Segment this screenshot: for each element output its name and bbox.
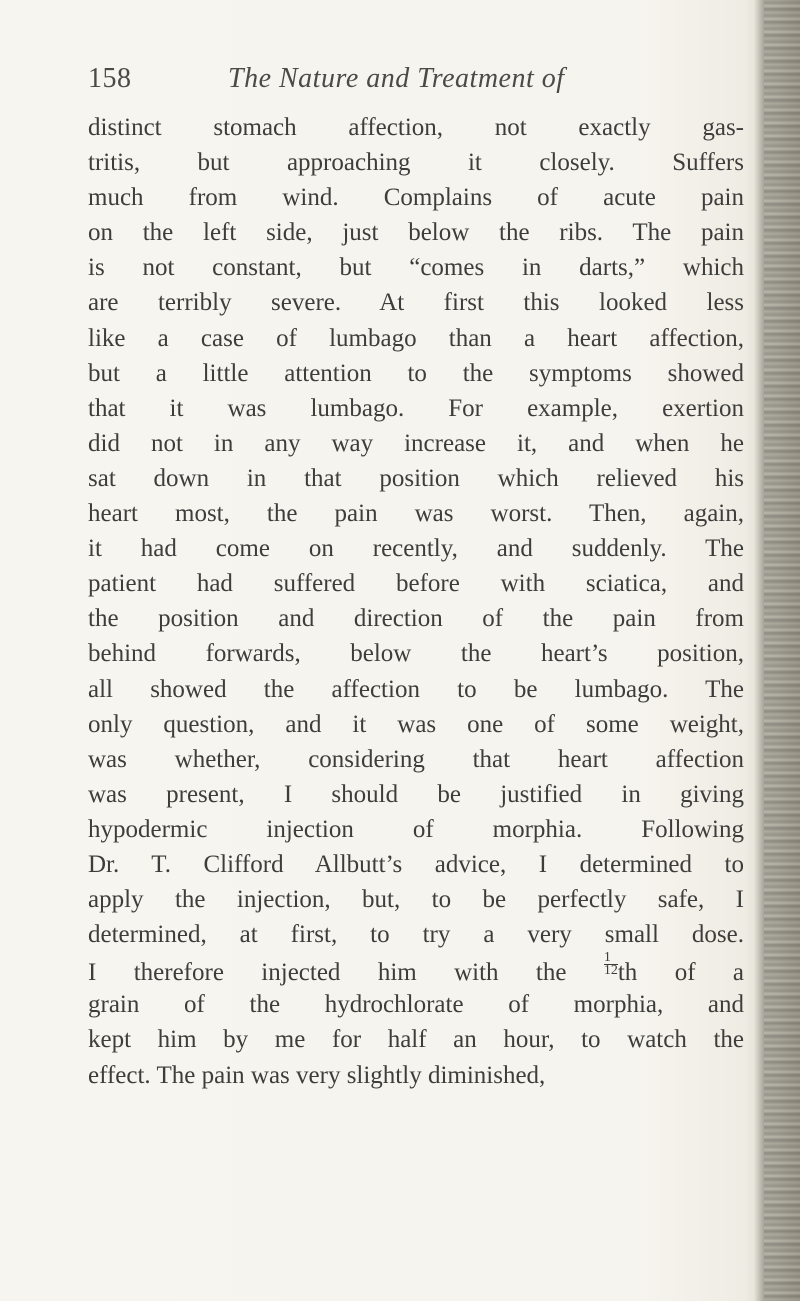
page-number: 158 xyxy=(88,63,132,94)
dose-fraction xyxy=(604,952,618,977)
text-line: only question, and it was one of some weight, xyxy=(88,710,744,738)
text-line: on the left side, just below the ribs. The pain xyxy=(88,219,744,247)
text-line: all showed the affection to be lumbago. The xyxy=(88,675,744,703)
text-line: is not constant, but “comes in darts,” which xyxy=(88,254,744,282)
text-line: patient had suffered before with sciatica, and xyxy=(88,570,744,598)
text-line: tritis, but approaching it closely. Suffers xyxy=(88,149,744,177)
text-line: grain of the hydrochlorate of morphia, and xyxy=(88,991,744,1019)
text-line: was present, I should be justified in giving xyxy=(88,780,744,808)
text-line: it had come on recently, and suddenly. The xyxy=(88,535,744,563)
text-line: Dr. T. Clifford Allbutt’s advice, I determined to xyxy=(88,850,744,878)
binding-edge xyxy=(764,0,800,1301)
body-paragraph xyxy=(88,110,744,1093)
running-head xyxy=(88,63,768,107)
text-line: kept him by me for half an hour, to watch the xyxy=(88,1026,744,1054)
text-line: did not in any way increase it, and when he xyxy=(88,429,744,457)
text-line: behind forwards, below the heart’s position, xyxy=(88,640,744,668)
text-line: heart most, the pain was worst. Then, again, xyxy=(88,500,744,528)
text-line: hypodermic injection of morphia. Following xyxy=(88,815,744,843)
page-gutter-shadow xyxy=(754,0,764,1301)
fraction-numerator: 1 xyxy=(603,950,611,966)
text-line: was whether, considering that heart affection xyxy=(88,745,744,773)
text-line: but a little attention to the symptoms showed xyxy=(88,359,744,387)
fraction-line-after: th of a xyxy=(617,959,744,987)
text-line: effect. The pain was very slightly diminished, xyxy=(88,1061,546,1089)
text-line: distinct stomach affection, not exactly gas- xyxy=(88,114,744,141)
text-line: are terribly severe. At first this looked less xyxy=(88,289,744,317)
text-line: determined, at first, to try a very small dose. xyxy=(88,921,744,949)
running-title: The Nature and Treatment of xyxy=(228,63,565,94)
fraction-text-line xyxy=(88,952,744,987)
text-line: sat down in that position which relieved his xyxy=(88,464,744,492)
fraction-denominator: 12 xyxy=(603,963,618,979)
text-line: that it was lumbago. For example, exertion xyxy=(88,394,744,422)
text-line: like a case of lumbago than a heart affection, xyxy=(88,324,744,352)
fraction-line-before: I therefore injected him with the xyxy=(88,959,567,987)
text-line: the position and direction of the pain from xyxy=(88,605,744,633)
text-line: apply the injection, but, to be perfectly safe, I xyxy=(88,886,744,914)
text-line: much from wind. Complains of acute pain xyxy=(88,184,744,212)
